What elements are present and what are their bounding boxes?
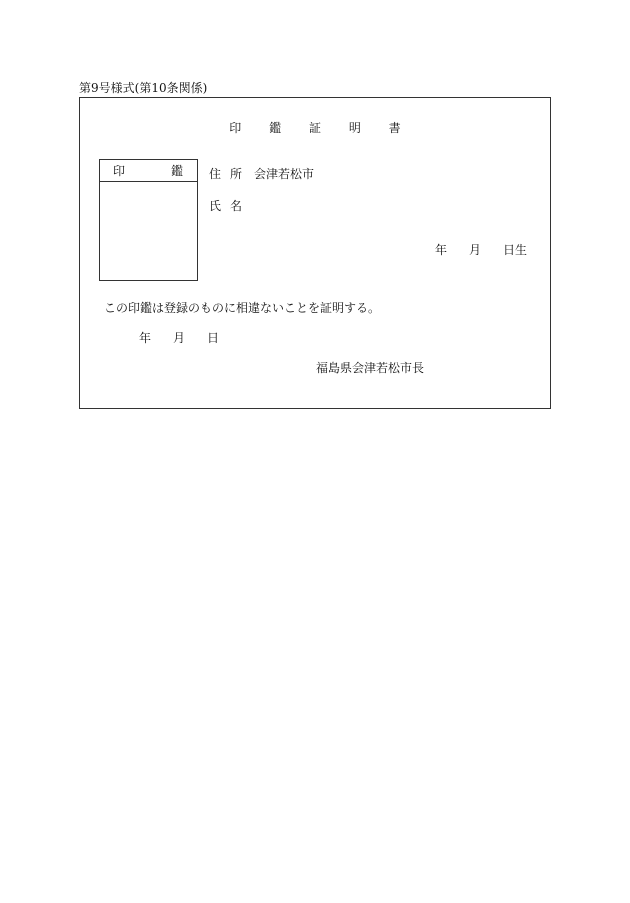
address-row: [209, 166, 314, 182]
birth-day-label: 日生: [502, 243, 527, 257]
name-label: [209, 199, 251, 213]
issue-month-label: 月: [173, 331, 186, 345]
issue-day-label: 日: [207, 331, 220, 345]
certificate-title: [80, 120, 550, 136]
birth-month-label: 月: [468, 243, 481, 257]
birth-year-label: 年: [434, 243, 447, 257]
name-row: [209, 198, 251, 214]
address-value: 会津若松市: [254, 167, 315, 181]
certificate-frame: [79, 97, 551, 409]
name-label-char: 氏: [209, 199, 222, 213]
certification-statement: この印鑑は登録のものに相違ないことを証明する。: [104, 301, 381, 315]
seal-label-left: 印: [113, 163, 126, 178]
issue-date: [139, 330, 219, 346]
title-char: 明: [348, 121, 361, 135]
title-char: 証: [308, 121, 321, 135]
seal-label-right: 鑑: [170, 163, 183, 178]
title-char: 鑑: [269, 121, 282, 135]
issue-year-label: 年: [139, 331, 152, 345]
seal-box-header: [100, 160, 197, 182]
address-label-char: 住: [209, 167, 222, 181]
issuer-mayor: 福島県会津若松市長: [316, 361, 425, 375]
name-label-char: 名: [230, 199, 243, 213]
birth-date: [435, 242, 527, 258]
address-label: [209, 167, 251, 181]
title-char: 書: [388, 121, 401, 135]
form-number-label: 第9号様式(第10条関係): [79, 81, 208, 95]
seal-impression-box: [99, 159, 198, 281]
title-char: 印: [229, 121, 242, 135]
address-label-char: 所: [230, 167, 243, 181]
